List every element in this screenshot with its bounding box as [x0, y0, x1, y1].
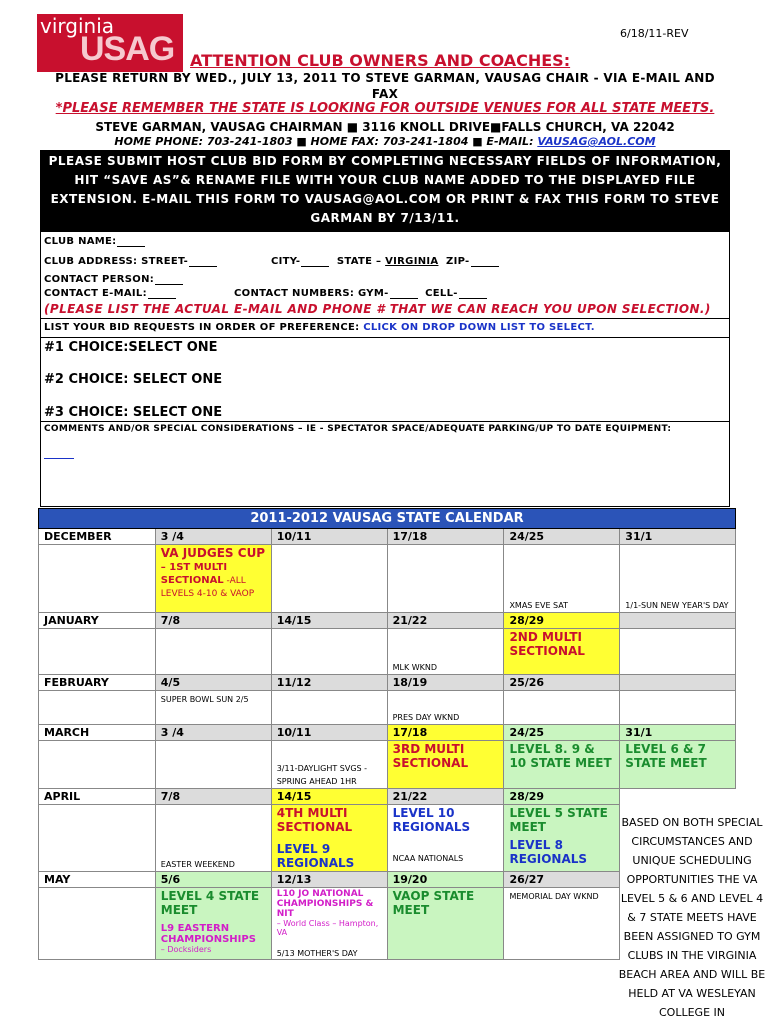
month-december: DECEMBER — [39, 529, 156, 545]
attention-heading: ATTENTION CLUB OWNERS AND COACHES: — [190, 51, 571, 70]
may-week-2 — [271, 888, 387, 960]
event-va-judges-cup — [155, 545, 271, 613]
event-level-5-state: LEVEL 5 STATE MEET — [509, 806, 608, 834]
state-label: STATE – — [336, 256, 386, 267]
club-name-field[interactable] — [117, 237, 145, 247]
date-cell: 11/12 — [271, 675, 387, 691]
note-pres-day: PRES DAY WKND — [392, 713, 460, 722]
date-cell: 5/6 — [155, 872, 271, 888]
empty-cell — [620, 613, 736, 629]
chair-address: STEVE GARMAN, VAUSAG CHAIRMAN ■ 3116 KNOLL DRIVE■FALLS CHURCH, VA 22042 — [95, 120, 675, 134]
event-l9-eastern: L9 EASTERN CHAMPIONSHIPS — [160, 923, 256, 945]
choice-3-row — [44, 405, 222, 420]
date-cell: 28/29 — [504, 613, 620, 629]
empty-cell — [271, 629, 387, 675]
street-field[interactable] — [189, 257, 217, 267]
contact-note: (PLEASE LIST THE ACTUAL E-MAIL AND PHONE # THAT WE CAN REACH YOU UPON SELECTION.) — [44, 302, 711, 316]
side-note: BASED ON BOTH SPECIAL CIRCUMSTANCES AND UNIQUE SCHEDULING OPPORTUNITIES THE VA LEVEL 5 & 6 AND LEVEL 4 & 7 STATE MEETS HAVE BEEN ASSIGNED TO GYM CLUBS IN THE VIRGINIA BEACH AREA AND WILL BE HELD AT VA WESLEYAN COLLEGE IN — [618, 816, 766, 1019]
date-cell: 31/1 — [620, 725, 736, 741]
empty-cell — [271, 691, 387, 725]
choice-1-select[interactable]: SELECT ONE — [128, 340, 218, 355]
zip-field[interactable] — [471, 257, 499, 267]
city-label: CITY- — [271, 256, 301, 267]
empty-cell — [504, 691, 620, 725]
choice-3-label: #3 CHOICE: — [44, 405, 133, 420]
street-label: CLUB ADDRESS: STREET- — [44, 256, 189, 267]
date-cell: 3 /4 — [155, 725, 271, 741]
date-cell: 18/19 — [387, 675, 504, 691]
divider — [40, 337, 730, 338]
note-new-year: 1/1-SUN NEW YEAR'S DAY — [625, 601, 729, 610]
gym-phone-field[interactable] — [390, 289, 418, 299]
event-3rd-multi-sectional: 3RD MULTI SECTIONAL — [387, 741, 504, 789]
bid-list-instruction — [44, 322, 595, 333]
divider — [40, 318, 730, 319]
event-title: VA JUDGES CUP — [160, 546, 266, 560]
note-cell — [620, 545, 736, 613]
contact-email-row — [44, 288, 176, 299]
empty-cell — [155, 741, 271, 789]
april-week-4 — [387, 805, 504, 872]
contact-email-field[interactable] — [148, 289, 176, 299]
state-value: VIRGINIA — [385, 256, 439, 267]
event-level-4-state: LEVEL 4 STATE MEET — [160, 889, 260, 917]
event-l9-host: – Docksiders — [160, 945, 212, 954]
note-cell — [387, 691, 504, 725]
comments-field[interactable] — [44, 458, 74, 459]
note-mlk: MLK WKND — [392, 663, 438, 672]
empty-cell — [39, 545, 156, 613]
date-cell: 19/20 — [387, 872, 504, 888]
note-cell — [155, 691, 271, 725]
cell-phone-field[interactable] — [459, 289, 487, 299]
note-ncaa: NCAA NATIONALS — [392, 854, 464, 863]
divider — [40, 421, 730, 422]
month-may: MAY — [39, 872, 156, 888]
email-link[interactable]: VAUSAG@AOL.COM — [537, 135, 656, 148]
chair-phones — [0, 135, 770, 148]
date-cell: 21/22 — [387, 613, 504, 629]
choice-2-label: #2 CHOICE: — [44, 372, 133, 387]
event-level-9-regionals: LEVEL 9 REGIONALS — [276, 842, 355, 870]
choice-2-select[interactable]: SELECT ONE — [132, 372, 223, 387]
event-4th-multi-sectional: 4TH MULTI SECTIONAL — [276, 806, 353, 834]
note-cell — [504, 545, 620, 613]
date-cell: 12/13 — [271, 872, 387, 888]
note-super-bowl: SUPER BOWL SUN 2/5 — [160, 695, 249, 704]
club-name-row — [44, 236, 145, 247]
date-cell: 26/27 — [504, 872, 620, 888]
note-cell — [271, 741, 387, 789]
empty-cell — [271, 545, 387, 613]
empty-cell — [39, 888, 156, 960]
date-cell: 17/18 — [387, 725, 504, 741]
empty-cell — [39, 805, 156, 872]
empty-cell — [620, 691, 736, 725]
club-name-label: CLUB NAME: — [44, 236, 117, 247]
note-easter: EASTER WEEKEND — [160, 860, 235, 869]
club-address-row — [44, 256, 217, 267]
event-l10-jo-nationals: L10 JO NATIONAL CHAMPIONSHIPS & NIT — [276, 889, 374, 919]
date-cell: 4/5 — [155, 675, 271, 691]
date-cell: 21/22 — [387, 789, 504, 805]
zip-label: ZIP- — [446, 256, 470, 267]
empty-cell — [39, 629, 156, 675]
note-xmas: XMAS EVE SAT — [509, 601, 569, 610]
contact-email-label: CONTACT E-MAIL: — [44, 288, 147, 299]
empty-cell — [155, 629, 271, 675]
note-mothers-day: 5/13 MOTHER'S DAY — [276, 949, 358, 958]
event-level-8-regionals: LEVEL 8 REGIONALS — [509, 838, 588, 866]
date-cell: 14/15 — [271, 613, 387, 629]
note-cell — [387, 629, 504, 675]
date-cell: 3 /4 — [155, 529, 271, 545]
date-cell: 25/26 — [504, 675, 620, 691]
month-april: APRIL — [39, 789, 156, 805]
gym-label: CONTACT NUMBERS: GYM- — [234, 288, 389, 299]
month-january: JANUARY — [39, 613, 156, 629]
event-l10-host: – World Class – Hampton, VA — [276, 919, 379, 937]
date-cell: 17/18 — [387, 529, 504, 545]
contact-person-label: CONTACT PERSON: — [44, 274, 155, 285]
revision-date: 6/18/11-REV — [620, 27, 689, 40]
date-cell: 24/25 — [504, 725, 620, 741]
date-cell: 7/8 — [155, 613, 271, 629]
empty-cell — [620, 629, 736, 675]
date-cell: 28/29 — [504, 789, 620, 805]
empty-cell — [39, 741, 156, 789]
choice-1-row — [44, 340, 218, 355]
calendar-title: 2011-2012 VAUSAG STATE CALENDAR — [39, 509, 736, 529]
return-instructions: PLEASE RETURN BY WED., JULY 13, 2011 TO STEVE GARMAN, VAUSAG CHAIR - VIA E-MAIL AND FAX — [55, 71, 715, 101]
date-cell: 10/11 — [271, 529, 387, 545]
empty-cell — [620, 675, 736, 691]
date-cell: 31/1 — [620, 529, 736, 545]
event-subtitle: – 1ST MULTI SECTIONAL — [160, 562, 228, 586]
month-march: MARCH — [39, 725, 156, 741]
event-vaop-state: VAOP STATE MEET — [387, 888, 504, 960]
event-level-10-regionals: LEVEL 10 REGIONALS — [392, 806, 471, 834]
empty-cell — [39, 691, 156, 725]
date-cell: 7/8 — [155, 789, 271, 805]
dropdown-hint: CLICK ON DROP DOWN LIST TO SELECT. — [363, 322, 595, 333]
april-week-3 — [271, 805, 387, 872]
date-cell: 10/11 — [271, 725, 387, 741]
cell-label: CELL- — [425, 288, 458, 299]
choice-2-row — [44, 372, 222, 387]
instructions-box: PLEASE SUBMIT HOST CLUB BID FORM BY COMPLETING NECESSARY FIELDS OF INFORMATION, HIT “SAVE AS”& RENAME FILE WITH YOUR CLUB NAME ADDED TO THE DISPLAYED FILE EXTENSION. E-MAIL THIS FORM TO VAUSAG@AOL.COM OR PRINT & FAX THIS FORM TO STEVE GARMAN BY 7/13/11. — [40, 150, 730, 232]
empty-cell — [620, 789, 736, 805]
city-field[interactable] — [301, 257, 329, 267]
vausag-logo — [37, 14, 183, 72]
contact-person-row — [44, 274, 183, 285]
contact-person-field[interactable] — [155, 275, 183, 285]
date-cell: 14/15 — [271, 789, 387, 805]
venues-reminder: *PLEASE REMEMBER THE STATE IS LOOKING FOR OUTSIDE VENUES FOR ALL STATE MEETS. — [55, 101, 715, 116]
logo-text-usag: USAG — [80, 30, 175, 68]
bid-form — [40, 230, 730, 507]
bid-list-label: LIST YOUR BID REQUESTS IN ORDER OF PREFERENCE: — [44, 322, 364, 333]
may-week-1 — [155, 888, 271, 960]
logo-text-virginia: virginia — [40, 14, 115, 38]
city-row — [271, 256, 499, 267]
month-february: FEBRUARY — [39, 675, 156, 691]
choice-3-select[interactable]: SELECT ONE — [132, 405, 223, 420]
choice-1-label: #1 CHOICE: — [44, 340, 129, 355]
comments-label: COMMENTS AND/OR SPECIAL CONSIDERATIONS – IE - SPECTATOR SPACE/ADEQUATE PARKING/UP TO DATE EQUIPMENT: — [44, 424, 672, 434]
event-level-8-9-10-state: LEVEL 8. 9 & 10 STATE MEET — [504, 741, 620, 789]
note-memorial-day: MEMORIAL DAY WKND — [509, 892, 599, 901]
note-daylight-savings: 3/11-DAYLIGHT SVGS - SPRING AHEAD 1HR — [276, 764, 368, 786]
event-detail: -ALL LEVELS 4-10 & VAOP — [160, 576, 255, 599]
april-week-5 — [504, 805, 620, 872]
contact-numbers-row — [234, 288, 487, 299]
date-cell: 24/25 — [504, 529, 620, 545]
empty-cell — [387, 545, 504, 613]
note-cell — [155, 805, 271, 872]
event-2nd-multi-sectional: 2ND MULTI SECTIONAL — [504, 629, 620, 675]
note-cell — [504, 888, 620, 960]
event-level-6-7-state: LEVEL 6 & 7 STATE MEET — [620, 741, 736, 789]
phone-numbers: HOME PHONE: 703-241-1803 ■ HOME FAX: 703-241-1804 ■ E-MAIL: — [114, 135, 538, 148]
